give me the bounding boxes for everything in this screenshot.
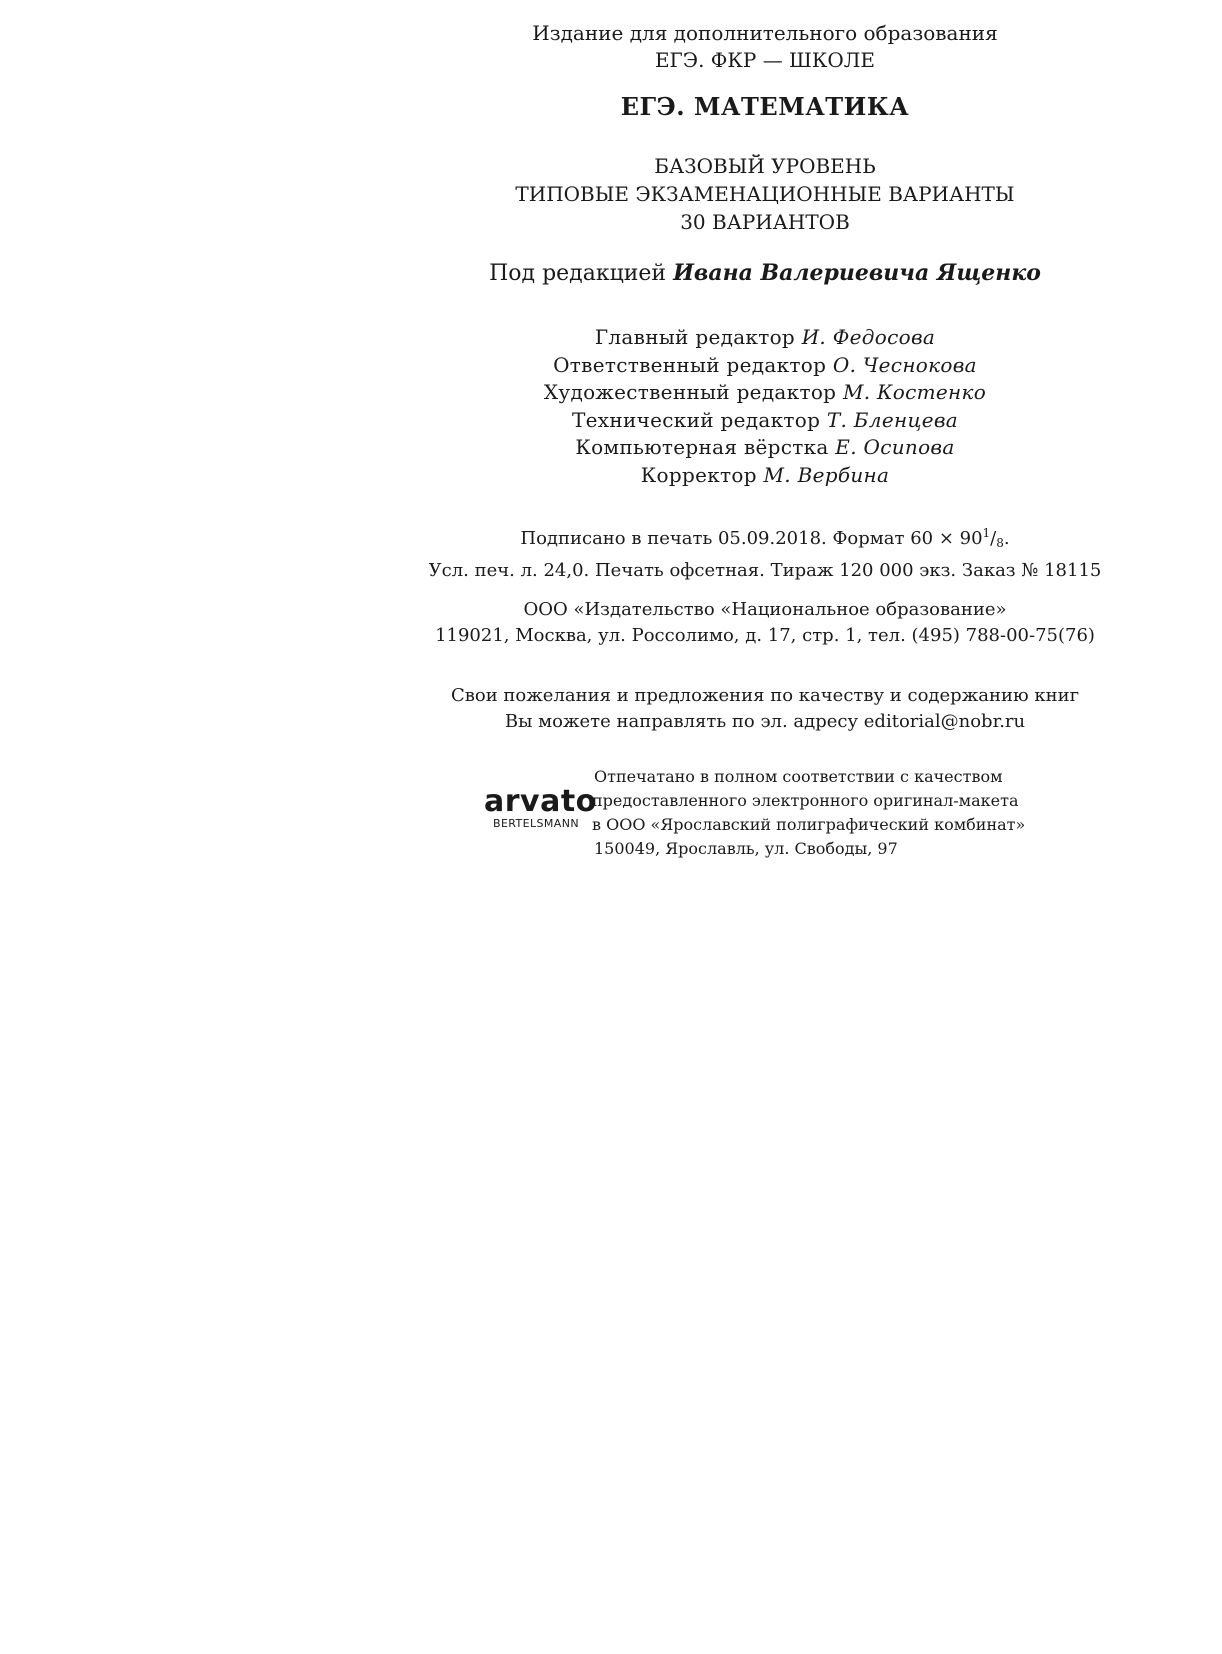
- staff-row: [380, 434, 1150, 462]
- staff-name: О. Чеснокова: [832, 352, 977, 377]
- imprint-line-2: Усл. печ. л. 24,0. Печать офсетная. Тираж 120 000 экз. Заказ № 18115: [428, 560, 1102, 581]
- series-header: [380, 20, 1150, 74]
- subtitle-line-3: 30 ВАРИАНТОВ: [680, 210, 850, 234]
- editor-name: Ивана Валериевича Ященко: [673, 260, 1041, 286]
- staff-role: Главный редактор: [594, 325, 802, 349]
- staff-name: Е. Осипова: [835, 435, 955, 459]
- staff-role: Технический редактор: [572, 407, 827, 432]
- staff-role: Ответственный редактор: [553, 352, 833, 377]
- publisher-info: [380, 597, 1150, 649]
- publisher-name: ООО «Издательство «Национальное образование»: [523, 599, 1007, 620]
- book-subtitle: [380, 152, 1150, 236]
- printer-line-4: 150049, Ярославль, ул. Свободы, 97: [594, 839, 898, 858]
- staff-row: [380, 407, 1150, 435]
- staff-row: [380, 352, 1150, 380]
- feedback-note: [380, 683, 1150, 735]
- logo-subtext: BERTELSMANN: [493, 817, 579, 830]
- staff-role: Компьютерная вёрстка: [575, 435, 836, 459]
- publisher-address: 119021, Москва, ул. Россолимо, д. 17, стр. 1, тел. (495) 788-00-75(76): [435, 625, 1095, 646]
- staff-list: [380, 324, 1150, 489]
- staff-row: [380, 462, 1150, 490]
- editor-credit: [380, 258, 1150, 289]
- staff-name: И. Федосова: [801, 325, 936, 349]
- editor-label: Под редакцией: [489, 261, 674, 286]
- feedback-line-1: Свои пожелания и предложения по качеству и содержанию книг: [450, 685, 1080, 706]
- printer-line-3: в ООО «Ярославский полиграфический комбинат»: [592, 815, 1026, 834]
- book-title: ЕГЭ. МАТЕМАТИКА: [620, 92, 910, 121]
- staff-role: Художественный редактор: [543, 380, 843, 404]
- staff-role: Корректор: [640, 462, 764, 487]
- subtitle-line-1: БАЗОВЫЙ УРОВЕНЬ: [654, 154, 876, 178]
- printer-info: [484, 765, 1084, 865]
- series-line-2: ЕГЭ. ФКР — ШКОЛЕ: [654, 48, 876, 72]
- staff-row: [380, 379, 1150, 407]
- staff-name: М. Костенко: [842, 380, 987, 404]
- staff-name: М. Вербина: [763, 462, 890, 487]
- staff-row: [380, 324, 1150, 352]
- arvato-logo: [484, 784, 597, 830]
- imprint-format-sub: 8: [996, 536, 1004, 550]
- imprint-format-slash: /: [990, 528, 997, 549]
- subtitle-line-2: ТИПОВЫЕ ЭКЗАМЕНАЦИОННЫЕ ВАРИАНТЫ: [515, 182, 1015, 206]
- imprint-format-sup: 1: [982, 526, 991, 540]
- feedback-line-2: Вы можете направлять по эл. адресу editorial@nobr.ru: [504, 711, 1026, 732]
- imprint-format-suffix: .: [1003, 528, 1010, 549]
- logo-word: arvato: [484, 784, 597, 819]
- printer-text: [592, 765, 1025, 861]
- series-line-1: Издание для дополнительного образования: [532, 21, 998, 45]
- printer-line-2: предоставленного электронного оригинал-макета: [592, 791, 1019, 810]
- staff-name: Т. Бленцева: [826, 407, 958, 432]
- imprint-line-1: [380, 520, 1150, 557]
- printer-line-1: Отпечатано в полном соответствии с качеством: [594, 767, 1003, 786]
- imprint-format-prefix: Подписано в печать 05.09.2018. Формат 60 × 90: [520, 528, 983, 549]
- imprint-info: [380, 520, 1150, 584]
